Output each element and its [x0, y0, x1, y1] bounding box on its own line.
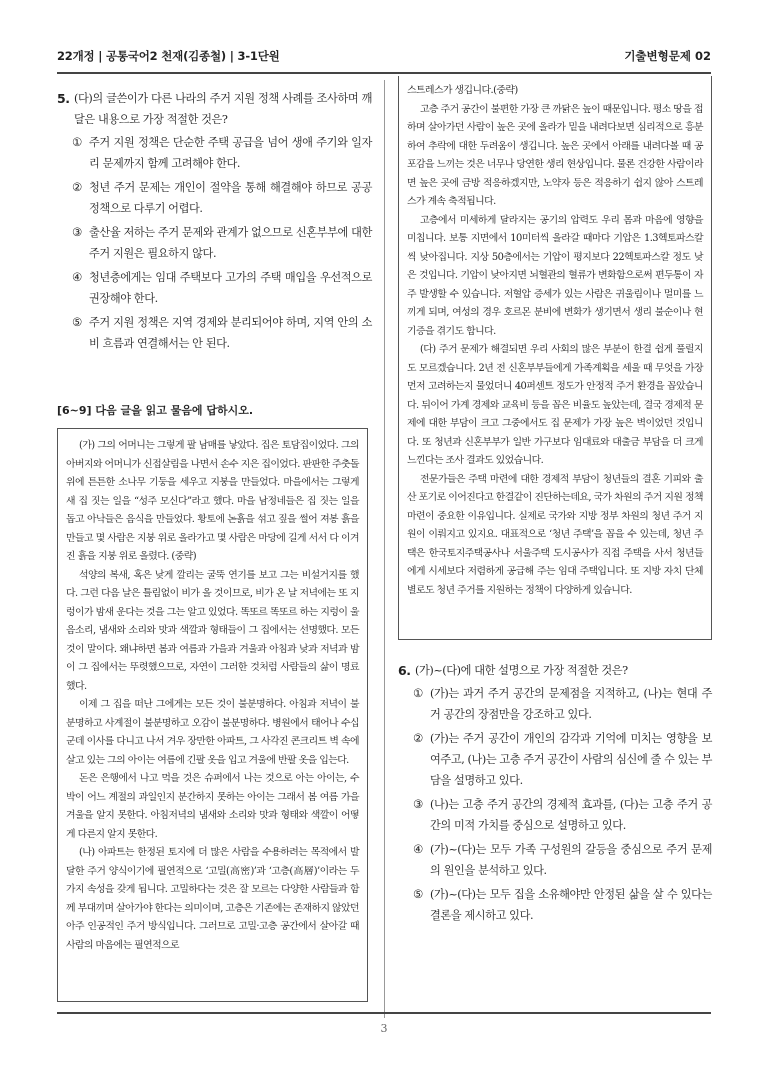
- passage-paragraph: 전문가들은 주택 마련에 대한 경제적 부담이 청년들의 결혼 기피와 출산 포기로 이어진다고 한결같이 진단하는데요, 국가 차원의 주거 지원 정책 마련이 중요한 이유입니다. 실제로 국가와 지방 정부 차원의 청년 주거 지원이 이뤄지고 있지요. 대표적으로 ‘청년 주택’을 꼽을 수 있는데, 청년 주택은 한국토지주택공사나 서울주택 도시공사가 직접 주택을 사서 청년들에게 시세보다 저렴하게 공급해 주는 임대 주택입니다. 또 지방 자치 단체별로도 청년 주거를 지원하는 정책이 다양하게 있습니다.: [407, 473, 703, 596]
- passage-instruction: [6~9] 다음 글을 읽고 물음에 답하시오.: [57, 404, 254, 417]
- question-stem: (다)의 글쓴이가 다른 나라의 주거 지원 정책 사례를 조사하며 깨달은 내용으로 가장 적절한 것은?: [74, 92, 372, 126]
- choice-number: ①: [413, 686, 423, 700]
- passage-paragraph: 돈은 은행에서 나고 먹을 것은 슈퍼에서 나는 것으로 아는 아이는, 수박이 어느 계절의 과일인지 분간하지 못하는 아이는 그래서 봄 여름 가을 겨울을 알지 못한다. 아침저녁의 냄새와 소리와 맛과 형태와 색깔이 어떻게 다른지 알지 못한다.: [66, 773, 359, 840]
- choice-text: (가)~(다)는 모두 가족 구성원의 갈등을 중심으로 주거 문제의 원인을 분석하고 있다.: [430, 843, 712, 877]
- choice-text: 주거 지원 정책은 단순한 주택 공급을 넘어 생애 주기와 일자리 문제까지 함께 고려해야 한다.: [89, 136, 372, 170]
- choice-number: ①: [72, 135, 82, 149]
- page-number: 3: [380, 1022, 388, 1035]
- question-number: 5.: [57, 91, 70, 106]
- choice-2[interactable]: [413, 728, 712, 791]
- header-exam-title: 기출변형문제 02: [624, 49, 711, 63]
- choice-4[interactable]: [413, 839, 712, 881]
- question-stem: (가)~(다)에 대한 설명으로 가장 적절한 것은?: [415, 664, 628, 677]
- passage-paragraph: (가) 그의 어머니는 그렇게 팔 남매를 낳았다. 집은 토담집이었다. 그의 아버지와 어머니가 신접살림을 나면서 손수 지은 집이었다. 판판한 주춧돌 위에 튼튼한 소나무 기둥을 세우고 지붕을 만들었다. 마을에서는 그렇게 새 집 짓는 일을 “성주 모신다”라고 했다. 마을 남정네들은 집 짓는 일을 돕고 아낙들은 음식을 만들었다. 황토에 논흙을 섞고 짚을 썰어 져봉 흙을 만들고 몇 사람은 지붕 위로 올라가고 몇 사람은 마당에 길게 서서 다 이겨진 흙을 지붕 위로 올렸다. (중략): [66, 440, 359, 562]
- bottom-rule: [57, 1012, 711, 1014]
- choice-list: [413, 683, 712, 926]
- choice-1[interactable]: [413, 683, 712, 725]
- choice-3[interactable]: [72, 222, 372, 264]
- choice-number: ④: [72, 270, 82, 284]
- question-5: [57, 88, 372, 357]
- choice-list: [72, 132, 372, 354]
- choice-number: ⑤: [413, 887, 423, 901]
- passage-paragraph: (다) 주거 문제가 해결되면 우리 사회의 많은 부분이 한결 쉽게 풀릴지도 모르겠습니다. 2년 전 신혼부부들에게 가족계획을 세울 때 무엇을 가장 먼저 고려하는지 물었더니 40퍼센트 정도가 안정적 주거 환경을 꼽았습니다. 뒤이어 가계 경제와 교육비 등을 꼽은 비율도 높았는데, 결국 경제적 문제에 대한 부담이 크고 그중에서도 집 문제가 가장 높은 벽이었던 것입니다. 또 청년과 신혼부부가 일반 가구보다 임대료와 대출금 부담을 더 크게 느낀다는 조사 결과도 있었습니다.: [407, 344, 703, 466]
- question-6: [398, 660, 712, 929]
- choice-text: 청년층에게는 임대 주택보다 고가의 주택 매입을 우선적으로 권장해야 한다.: [89, 271, 372, 305]
- question-number: 6.: [398, 663, 411, 678]
- passage-paragraph: 스트레스가 생깁니다.(중략): [407, 85, 518, 96]
- passage-paragraph: (나) 아파트는 한정된 토지에 더 많은 사람을 수용하려는 목적에서 발달한 주거 양식이기에 필연적으로 ‘고밀(高密)’과 ‘고층(高層)’이라는 두 가지 속성을 갖게 됩니다. 고밀하다는 것은 잘 모르는 다양한 사람들과 함께 부대끼며 살아가야 한다는 의미이며, 고층은 기존에는 존재하지 않았던 아주 인공적인 주거 방식입니다. 그러므로 고밀·고층 공간에서 살아갈 때 사람의 마음에는 필연적으로: [66, 847, 359, 951]
- choice-text: (가)는 과거 주거 공간의 문제점을 지적하고, (나)는 현대 주거 공간의 장점만을 강조하고 있다.: [430, 687, 712, 721]
- choice-text: (나)는 고층 주거 공간의 경제적 효과를, (다)는 고층 주거 공간의 미적 가치를 중심으로 설명하고 있다.: [430, 798, 712, 832]
- choice-text: 청년 주거 문제는 개인이 절약을 통해 해결해야 하므로 공공 정책으로 다루기 어렵다.: [89, 181, 372, 215]
- choice-4[interactable]: [72, 267, 372, 309]
- choice-5[interactable]: [413, 884, 712, 926]
- choice-number: ⑤: [72, 315, 82, 329]
- header-course-info: 22개정 | 공통국어2 천재(김종철) | 3-1단원: [57, 49, 280, 63]
- choice-number: ②: [413, 731, 423, 745]
- passage-paragraph: 고층 주거 공간이 불편한 가장 큰 까닭은 높이 때문입니다. 평소 땅을 접하며 살아가던 사람이 높은 곳에 올라가 밑을 내려다보면 심리적으로 흥분하여 추락에 대한 두려움이 생깁니다. 높은 곳에서 아래를 내려다볼 때 공포감을 느끼는 것은 너무나 당연한 생리 현상입니다. 물론 건강한 사람이라면 높은 곳에 금방 적응하겠지만, 노약자 등은 적응하기 쉽지 않아 스트레스가 계속 축적됩니다.: [407, 103, 703, 207]
- choice-number: ②: [72, 180, 82, 194]
- choice-text: (가)~(다)는 모두 집을 소유해야만 안정된 삶을 살 수 있다는 결론을 제시하고 있다.: [430, 888, 712, 922]
- top-rule: [57, 72, 711, 74]
- choice-text: (가)는 주거 공간이 개인의 감각과 기억에 미치는 영향을 보여주고, (나)는 고층 주거 공간이 사람의 심신에 줄 수 있는 부담을 설명하고 있다.: [430, 732, 713, 787]
- passage-paragraph: 이제 그 집을 떠난 그에게는 모든 것이 불분명하다. 아침과 저녁이 불분명하고 사계절이 불분명하고 오감이 불분명하다. 병원에서 태어나 수십 군데 이사를 다니고 나서 겨우 장만한 아파트, 그 사각진 콘크리트 벽 속에 살고 있는 그의 아이는 여름에 긴팔 옷을 입고 겨울에 반팔 옷을 입는다.: [66, 699, 359, 766]
- passage-paragraph: 고층에서 미세하게 달라지는 공기의 압력도 우리 몸과 마음에 영향을 미칩니다. 보통 지면에서 10미터씩 올라갈 때마다 기압은 1.3헥토파스칼씩 낮아집니다. 지상 50층에서는 기압이 평지보다 22헥토파스칼 정도 낮은 것입니다. 기압이 낮아지면 뇌혈관의 혈류가 변화함으로써 편두통이 자주 발생할 수 있습니다. 저혈압 증세가 있는 사람은 귀울림이나 멀미를 느끼게 되며, 여성의 경우 호르몬 분비에 변화가 생기면서 생리 불순이나 현기증을 겪기도 합니다.: [407, 214, 703, 337]
- choice-5[interactable]: [72, 312, 372, 354]
- choice-text: 주거 지원 정책은 지역 경제와 분리되어야 하며, 지역 안의 소비 흐름과 연결해서는 안 된다.: [89, 316, 372, 350]
- choice-number: ③: [413, 797, 423, 811]
- choice-1[interactable]: [72, 132, 372, 174]
- column-divider: [384, 80, 385, 1018]
- choice-text: 출산율 저하는 주거 문제와 관계가 없으므로 신혼부부에 대한 주거 지원은 필요하지 않다.: [89, 226, 372, 260]
- choice-number: ④: [413, 842, 423, 856]
- passage-paragraph: 석양의 복새, 혹은 낮게 깔리는 굴뚝 연기를 보고 그는 비설거지를 했다. 그런 다음 날은 틀림없이 비가 올 것이므로, 비가 온 날 저녁에는 또 지렁이가 밤새 운다는 것을 그는 알고 있었다. 똑또르 똑또르 하는 지렁이 울음소리, 냄새와 소리와 맛과 색깔과 형태들이 그 집에서는 선명했다. 모든 것이 말이다. 왜냐하면 봄과 여름과 가을과 겨울과 아침과 낮과 저녁과 밤이 그 집에서는 뚜렷했으므로, 자연이 그러한 것처럼 사람들의 삶이 명료했다.: [66, 569, 359, 692]
- choice-2[interactable]: [72, 177, 372, 219]
- passage-box-left: [57, 428, 368, 1002]
- choice-number: ③: [72, 225, 82, 239]
- choice-3[interactable]: [413, 794, 712, 836]
- passage-box-right: [398, 76, 712, 640]
